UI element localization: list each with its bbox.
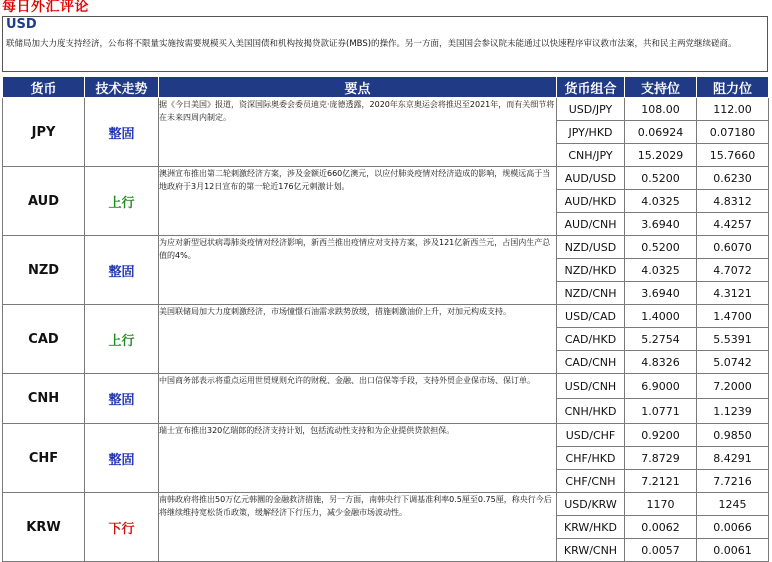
report-title: 每日外汇评论 [2, 0, 89, 15]
resistance-cell: 0.6070 [697, 236, 769, 259]
header-key-points: 要点 [159, 77, 557, 98]
pair-cell: KRW/HKD [557, 516, 625, 539]
trend-cell: 上行 [85, 167, 159, 236]
resistance-cell: 4.8312 [697, 190, 769, 213]
header-trend: 技术走势 [85, 77, 159, 98]
table-row [3, 305, 769, 328]
pair-cell: CAD/HKD [557, 328, 625, 351]
key-point-cell: 美国联储局加大力度刺激经济，市场憧憬石油需求跌势放缓，措施刺激油价上升，对加元构成支持。 [159, 305, 557, 374]
key-point-cell: 南韩政府将推出50万亿元韩圜的金融救济措施，另一方面，南韩央行下调基准利率0.5厘至0.75厘，称央行今后将继续维持宽松货币政策，缓解经济下行压力，减少金融市场波动性。 [159, 493, 557, 562]
support-cell: 4.8326 [625, 351, 697, 374]
table-row [3, 374, 769, 399]
table-row [3, 236, 769, 259]
table-row [3, 493, 769, 516]
usd-title: USD [6, 17, 37, 32]
support-cell: 0.0062 [625, 516, 697, 539]
pair-cell: USD/JPY [557, 98, 625, 121]
support-cell: 0.5200 [625, 236, 697, 259]
pair-cell: CNH/JPY [557, 144, 625, 167]
resistance-cell: 0.07180 [697, 121, 769, 144]
resistance-cell: 7.2000 [697, 374, 769, 399]
pair-cell: CHF/CNH [557, 470, 625, 493]
table-header-row [3, 77, 769, 98]
support-cell: 7.2121 [625, 470, 697, 493]
currency-cell: KRW [3, 493, 85, 562]
table-row [3, 167, 769, 190]
pair-cell: KRW/CNH [557, 539, 625, 562]
usd-summary-text: 联储局加大力度支持经济，公布将不限量实施按需要规模买入美国国债和机构按揭贷款证券(MBS)的操作。另一方面，美国国会参议院未能通过以快速程序审议救市法案，共和民主两党继续磋商。 [6, 39, 737, 49]
pair-cell: USD/CNH [557, 374, 625, 399]
pair-cell: JPY/HKD [557, 121, 625, 144]
pair-cell: NZD/HKD [557, 259, 625, 282]
resistance-cell: 8.4291 [697, 447, 769, 470]
resistance-cell: 15.7660 [697, 144, 769, 167]
key-point-cell: 为应对新型冠状病毒肺炎疫情对经济影响，新西兰推出疫情应对支持方案，涉及121亿新西兰元，占国内生产总值的4%。 [159, 236, 557, 305]
table-row [3, 424, 769, 447]
usd-summary-box [2, 16, 768, 72]
table-row [3, 98, 769, 121]
pair-cell: USD/CHF [557, 424, 625, 447]
currency-cell: JPY [3, 98, 85, 167]
resistance-cell: 0.6230 [697, 167, 769, 190]
key-point-cell: 瑞士宣布推出320亿瑞郎的经济支持计划，包括流动性支持和为企业提供贷款担保。 [159, 424, 557, 493]
trend-cell: 整固 [85, 424, 159, 493]
resistance-cell: 0.0061 [697, 539, 769, 562]
support-cell: 4.0325 [625, 259, 697, 282]
resistance-cell: 1.4700 [697, 305, 769, 328]
resistance-cell: 1.1239 [697, 399, 769, 424]
support-cell: 1.0771 [625, 399, 697, 424]
pair-cell: USD/CAD [557, 305, 625, 328]
resistance-cell: 5.0742 [697, 351, 769, 374]
key-point-cell: 中国商务部表示将重点运用世贸规则允许的财税、金融、出口信保等手段，支持外贸企业保市场、保订单。 [159, 374, 557, 424]
trend-cell: 整固 [85, 98, 159, 167]
currency-cell: CHF [3, 424, 85, 493]
support-cell: 6.9000 [625, 374, 697, 399]
support-cell: 108.00 [625, 98, 697, 121]
currency-cell: CNH [3, 374, 85, 424]
support-cell: 7.8729 [625, 447, 697, 470]
resistance-cell: 4.7072 [697, 259, 769, 282]
resistance-cell: 0.0066 [697, 516, 769, 539]
trend-cell: 下行 [85, 493, 159, 562]
trend-cell: 上行 [85, 305, 159, 374]
pair-cell: CAD/CNH [557, 351, 625, 374]
header-pair: 货币组合 [557, 77, 625, 98]
support-cell: 0.5200 [625, 167, 697, 190]
support-cell: 15.2029 [625, 144, 697, 167]
key-point-cell: 据《今日美国》报道，资深国际奥委会委员迪克·庞德透露，2020年东京奥运会将推迟至2021年，而有关细节将在未来四周内制定。 [159, 98, 557, 167]
resistance-cell: 1245 [697, 493, 769, 516]
pair-cell: AUD/HKD [557, 190, 625, 213]
resistance-cell: 0.9850 [697, 424, 769, 447]
support-cell: 0.06924 [625, 121, 697, 144]
currency-cell: CAD [3, 305, 85, 374]
pair-cell: AUD/USD [557, 167, 625, 190]
support-cell: 0.0057 [625, 539, 697, 562]
support-cell: 5.2754 [625, 328, 697, 351]
header-currency: 货币 [3, 77, 85, 98]
resistance-cell: 112.00 [697, 98, 769, 121]
pair-cell: USD/KRW [557, 493, 625, 516]
pair-cell: CHF/HKD [557, 447, 625, 470]
currency-cell: AUD [3, 167, 85, 236]
key-point-cell: 澳洲宣布推出第二轮刺激经济方案，涉及金额近660亿澳元，以应付肺炎疫情对经济造成的影响，规模远高于当地政府于3月12日宣布的第一轮近176亿元刺激计划。 [159, 167, 557, 236]
resistance-cell: 7.7216 [697, 470, 769, 493]
header-support: 支持位 [625, 77, 697, 98]
support-cell: 1170 [625, 493, 697, 516]
header-resistance: 阻力位 [697, 77, 769, 98]
pair-cell: AUD/CNH [557, 213, 625, 236]
resistance-cell: 5.5391 [697, 328, 769, 351]
resistance-cell: 4.3121 [697, 282, 769, 305]
pair-cell: NZD/CNH [557, 282, 625, 305]
fx-table-body [3, 98, 769, 562]
support-cell: 3.6940 [625, 213, 697, 236]
currency-cell: NZD [3, 236, 85, 305]
resistance-cell: 4.4257 [697, 213, 769, 236]
trend-cell: 整固 [85, 374, 159, 424]
support-cell: 4.0325 [625, 190, 697, 213]
support-cell: 3.6940 [625, 282, 697, 305]
fx-table [2, 76, 769, 562]
trend-cell: 整固 [85, 236, 159, 305]
support-cell: 0.9200 [625, 424, 697, 447]
pair-cell: CNH/HKD [557, 399, 625, 424]
support-cell: 1.4000 [625, 305, 697, 328]
pair-cell: NZD/USD [557, 236, 625, 259]
